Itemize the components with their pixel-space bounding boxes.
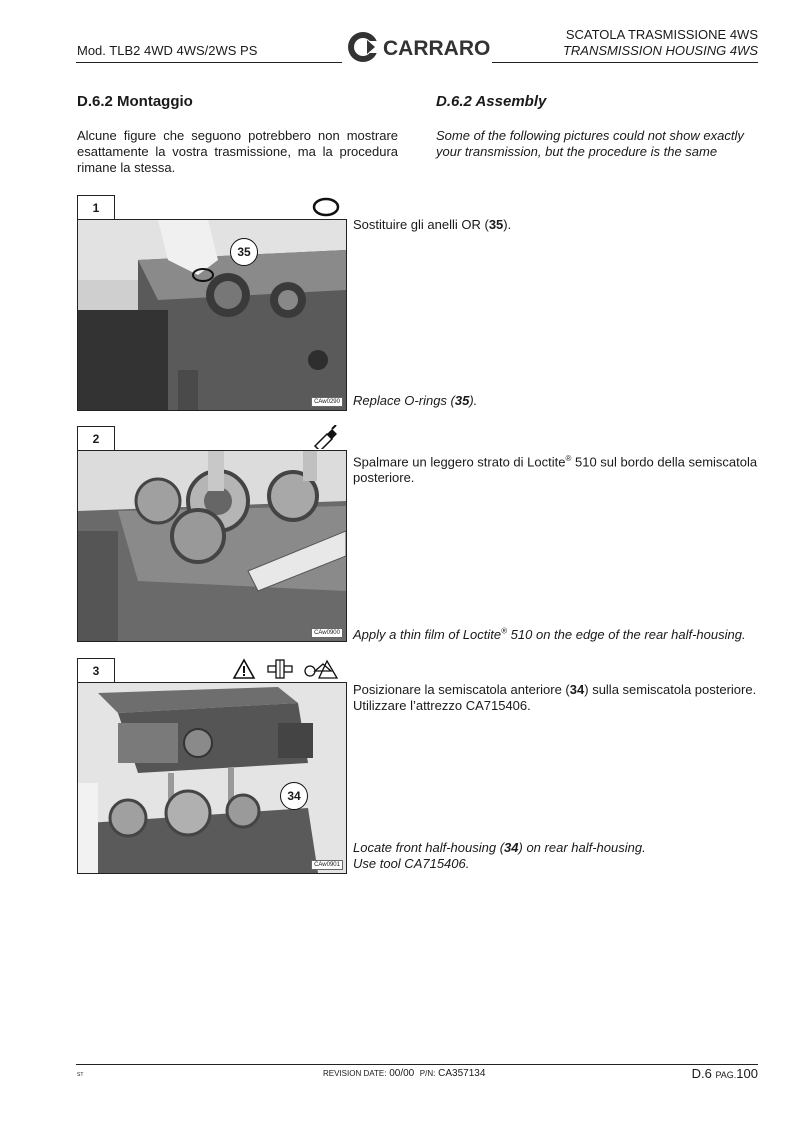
- tool-icon: [266, 658, 294, 685]
- step-photo: [78, 220, 346, 410]
- step-number: 3: [77, 658, 115, 683]
- header-rule-right: [492, 62, 758, 63]
- section-title-en: D.6.2 Assembly: [436, 93, 547, 110]
- callout-35: 35: [230, 238, 258, 266]
- footer-rule: [76, 1064, 758, 1065]
- photo-code: CAw0901: [311, 860, 343, 870]
- step-number: 1: [77, 195, 115, 220]
- intro-text-en: Some of the following pictures could not show exactly your transmission, but the procedure is the same: [436, 128, 744, 159]
- model-label: Mod. TLB2 4WD 4WS/2WS PS: [77, 43, 258, 58]
- step-photo: [78, 451, 346, 641]
- step-photo-frame: [77, 450, 347, 642]
- pn-label: P/N:: [419, 1069, 436, 1078]
- callout-34: 34: [280, 782, 308, 810]
- section-code: D.6: [691, 1066, 712, 1081]
- header-title: [563, 27, 758, 59]
- step-text-en: Apply a thin film of Loctite® 510 on the edge of the rear half-housing.: [353, 627, 746, 643]
- page-label: PAG.: [715, 1070, 737, 1080]
- photo-code: CAw0900: [311, 628, 343, 638]
- carraro-logo: [345, 28, 491, 66]
- page-number: [692, 1066, 758, 1081]
- intro-text-it: Alcune figure che seguono potrebbero non mostrare esattamente la vostra trasmissione, ma la procedura rimane la stessa.: [77, 128, 398, 175]
- header-rule-left: [76, 62, 342, 63]
- footer-mark: ST: [77, 1072, 84, 1078]
- section-title-it: D.6.2 Montaggio: [77, 93, 193, 110]
- step-text-it: Posizionare la semiscatola anteriore (34) sulla semiscatola posteriore. Utilizzare l’attrezzo CA715406.: [353, 682, 757, 713]
- revision-label: REVISION DATE:: [323, 1069, 387, 1078]
- step-number: 2: [77, 426, 115, 451]
- warning-icon: [232, 658, 256, 685]
- footer-revision: [323, 1068, 485, 1079]
- step-photo-frame: [77, 219, 347, 411]
- revision-value: 00/00: [389, 1068, 415, 1079]
- step-text-en: Locate front half-housing (34) on rear half-housing. Use tool CA715406.: [353, 840, 646, 871]
- step-photo-frame: [77, 682, 347, 874]
- header-title-en: TRANSMISSION HOUSING 4WS: [562, 43, 758, 58]
- pn-value: CA357134: [438, 1068, 486, 1079]
- step-text-en: Replace O-rings (35).: [353, 393, 478, 408]
- header-title-it: SCATOLA TRASMISSIONE 4WS: [565, 27, 758, 42]
- step-text-it: Spalmare un leggero strato di Loctite® 510 sul bordo della semiscatola posteriore.: [353, 454, 758, 486]
- hoist-icon: [303, 658, 341, 685]
- page-value: 100: [736, 1066, 758, 1081]
- step-text-it: Sostituire gli anelli OR (35).: [353, 217, 512, 232]
- photo-code: CAw0290: [311, 397, 343, 407]
- step-photo: [78, 683, 346, 873]
- brand-wordmark: CARRARO: [383, 37, 491, 60]
